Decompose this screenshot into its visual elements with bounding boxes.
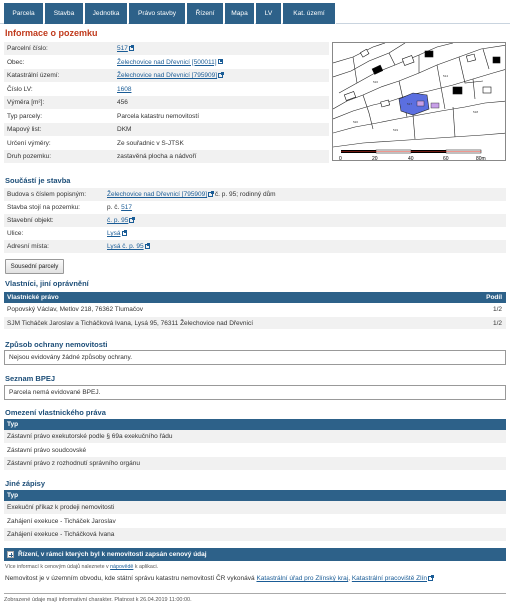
info-value-text: zastavěná plocha a nádvoří xyxy=(117,153,197,160)
building-value xyxy=(107,240,150,253)
building-value xyxy=(107,188,276,201)
office-link-pracoviste[interactable]: Katastrální pracoviště Zlín xyxy=(351,575,427,582)
restrictions-table xyxy=(4,419,506,471)
nav-tab-parcela[interactable]: Parcela xyxy=(4,3,44,24)
building-key: Stavba stojí na pozemku: xyxy=(7,204,80,211)
building-value xyxy=(107,227,127,240)
expand-plus-icon[interactable] xyxy=(7,551,14,558)
building-key: Ulice: xyxy=(7,230,24,237)
info-value[interactable] xyxy=(117,42,134,56)
owners-table xyxy=(4,292,506,330)
building-row xyxy=(4,214,506,227)
info-value xyxy=(117,137,184,151)
section-heading-stavba: Součástí je stavba xyxy=(5,176,71,185)
info-row xyxy=(4,137,329,151)
office-pre: Nemovitost je v územním obvodu, kde státní správu katastru nemovitostí ČR vykonává xyxy=(5,575,257,582)
info-key: Parcelní číslo: xyxy=(7,45,48,52)
external-link-icon xyxy=(208,192,213,197)
building-row xyxy=(4,201,506,214)
info-value-text: 456 xyxy=(117,99,128,106)
neighbors-button[interactable]: Sousední parcely xyxy=(5,259,64,274)
external-link-icon xyxy=(129,218,134,223)
info-value-text[interactable]: Želechovice nad Dřevnicí [500011] xyxy=(117,58,217,66)
info-row xyxy=(4,69,329,83)
svg-text:514: 514 xyxy=(443,74,449,78)
info-value-text: DKM xyxy=(117,126,132,133)
building-suffix: č. p. 95; rodinný dům xyxy=(213,191,276,198)
info-value-text[interactable]: 517 xyxy=(117,45,128,52)
building-row xyxy=(4,227,506,240)
info-row xyxy=(4,150,329,164)
other-record-row: Zahájení exekuce - Ticháčková Ivana xyxy=(4,528,506,542)
section-heading-ochrana: Způsob ochrany nemovitosti xyxy=(5,340,108,349)
other-records-table xyxy=(4,490,506,542)
page-title: Informace o pozemku xyxy=(5,28,98,38)
owners-col-right: Vlastnické právo xyxy=(7,294,59,301)
help-link[interactable]: nápovědě xyxy=(110,564,134,570)
info-value xyxy=(117,150,197,164)
info-key: Druh pozemku: xyxy=(7,153,52,160)
protection-box: Nejsou evidovány žádné způsoby ochrany. xyxy=(4,350,506,365)
info-key: Katastrální území: xyxy=(7,72,60,79)
building-key: Stavební objekt: xyxy=(7,217,54,224)
price-records-toggle[interactable] xyxy=(4,548,506,561)
owners-header xyxy=(4,292,506,303)
building-link[interactable]: č. p. 95 xyxy=(107,217,129,224)
external-link-icon xyxy=(218,73,223,78)
building-link[interactable]: Želechovice nad Dřevnicí [795909] xyxy=(107,191,208,198)
svg-text:520: 520 xyxy=(353,120,359,124)
office-sep: , xyxy=(348,575,352,582)
info-value-text[interactable]: Želechovice nad Dřevnicí [795909] xyxy=(117,72,218,79)
info-row xyxy=(4,110,329,124)
nav-tab-kat-zem-[interactable]: Kat. území xyxy=(283,3,336,24)
info-row xyxy=(4,123,329,137)
cadastral-map[interactable] xyxy=(332,42,506,161)
restriction-row: Zástavní právo soudcovské xyxy=(4,444,506,458)
nav-tab-stavba[interactable]: Stavba xyxy=(45,3,84,24)
building-value xyxy=(107,201,132,214)
svg-text:518: 518 xyxy=(473,110,479,114)
scale-label: 0 xyxy=(339,156,342,161)
help-post: k aplikaci. xyxy=(133,564,159,570)
owner-share: 1/2 xyxy=(492,319,502,327)
external-link-icon xyxy=(122,231,127,236)
nav-tab-pr-vo-stavby[interactable]: Právo stavby xyxy=(129,3,186,24)
info-value-text[interactable]: 1608 xyxy=(117,85,132,93)
external-link-icon xyxy=(218,59,223,64)
building-row xyxy=(4,188,506,201)
external-link-icon xyxy=(145,244,150,249)
external-link-icon xyxy=(129,46,134,51)
scale-label: 20 xyxy=(372,156,378,161)
info-value[interactable] xyxy=(117,56,223,70)
info-value[interactable] xyxy=(117,83,131,97)
building-value xyxy=(107,214,134,227)
svg-text:519: 519 xyxy=(393,128,399,132)
map-drawing xyxy=(333,43,506,161)
section-heading-vlastnici: Vlastníci, jiní oprávnění xyxy=(5,279,89,288)
info-key: Obec: xyxy=(7,58,25,66)
section-heading-bpej: Seznam BPEJ xyxy=(5,374,56,383)
price-records-label: Řízení, v rámci kterých byl k nemovitosti zapsán cenový údaj xyxy=(18,551,207,558)
svg-text:516: 516 xyxy=(373,80,379,84)
restrictions-header: Typ xyxy=(4,419,506,430)
scale-label: 60 xyxy=(443,156,449,161)
info-row xyxy=(4,83,329,97)
info-value-text: Ze souřadnic v S-JTSK xyxy=(117,139,184,147)
info-value xyxy=(117,123,131,137)
scale-label: 40 xyxy=(408,156,414,161)
info-row xyxy=(4,56,329,70)
external-link-icon xyxy=(428,576,433,581)
office-text xyxy=(5,575,433,582)
top-navigation xyxy=(0,0,510,24)
owners-col-share: Podíl xyxy=(486,294,502,301)
other-record-row: Zahájení exekuce - Ticháček Jaroslav xyxy=(4,515,506,529)
svg-text:517: 517 xyxy=(407,102,413,106)
nav-tab-jednotka[interactable]: Jednotka xyxy=(85,3,128,24)
owner-name: Popovský Václav, Metlov 218, 76362 Tlumačov xyxy=(7,306,143,313)
building-link[interactable]: 517 xyxy=(121,204,132,211)
section-heading-jine: Jiné zápisy xyxy=(5,479,46,488)
footer-disclaimer: Zobrazené údaje mají informativní charakter. Platnost k 26.04.2019 11:00:00. xyxy=(4,593,506,603)
info-key: Číslo LV: xyxy=(7,85,33,93)
office-link-kraj[interactable]: Katastrální úřad pro Zlínský kraj xyxy=(256,575,349,582)
owner-row xyxy=(4,303,506,317)
building-link[interactable]: Lysá xyxy=(107,230,121,237)
bpej-box: Parcela nemá evidované BPEJ. xyxy=(4,385,506,400)
info-value xyxy=(117,96,128,110)
other-record-row: Exekuční příkaz k prodeji nemovitosti xyxy=(4,501,506,515)
owner-name: SJM Ticháček Jaroslav a Ticháčková Ivana, Lysá 95, 76311 Želechovice nad Dřevnicí xyxy=(7,319,254,327)
owner-row xyxy=(4,317,506,331)
building-table xyxy=(4,188,506,253)
info-key: Určení výměry: xyxy=(7,139,51,147)
owner-share: 1/2 xyxy=(492,306,502,313)
info-key: Typ parcely: xyxy=(7,112,43,120)
price-help-text xyxy=(5,564,158,570)
restriction-row: Zástavní právo exekutorské podle § 69a exekučního řádu xyxy=(4,430,506,444)
info-row xyxy=(4,96,329,110)
info-key: Výměra [m²]: xyxy=(7,99,45,106)
info-key: Mapový list: xyxy=(7,126,42,133)
info-value-text: Parcela katastru nemovitostí xyxy=(117,112,200,120)
parcel-info-table xyxy=(4,42,329,164)
building-key: Adresní místa: xyxy=(7,243,49,250)
help-pre: Více informací k cenovým údajů naleznete v xyxy=(5,564,111,570)
info-value xyxy=(117,110,199,124)
section-heading-omezeni: Omezení vlastnického práva xyxy=(5,408,106,417)
nav-tab-mapa[interactable]: Mapa xyxy=(225,3,255,24)
restriction-row: Zástavní právo z rozhodnutí správního orgánu xyxy=(4,457,506,471)
building-key: Budova s číslem popisným: xyxy=(7,191,87,198)
nav-tab--zen-[interactable]: Řízení xyxy=(187,3,224,24)
building-prefix: p. č. xyxy=(107,204,122,211)
building-link[interactable]: Lysá č. p. 95 xyxy=(107,243,144,250)
nav-tab-lv[interactable]: LV xyxy=(256,3,282,24)
scale-label: 80m xyxy=(476,156,486,161)
info-value[interactable] xyxy=(117,69,223,83)
building-row xyxy=(4,240,506,253)
info-row xyxy=(4,42,329,56)
other-records-header: Typ xyxy=(4,490,506,501)
